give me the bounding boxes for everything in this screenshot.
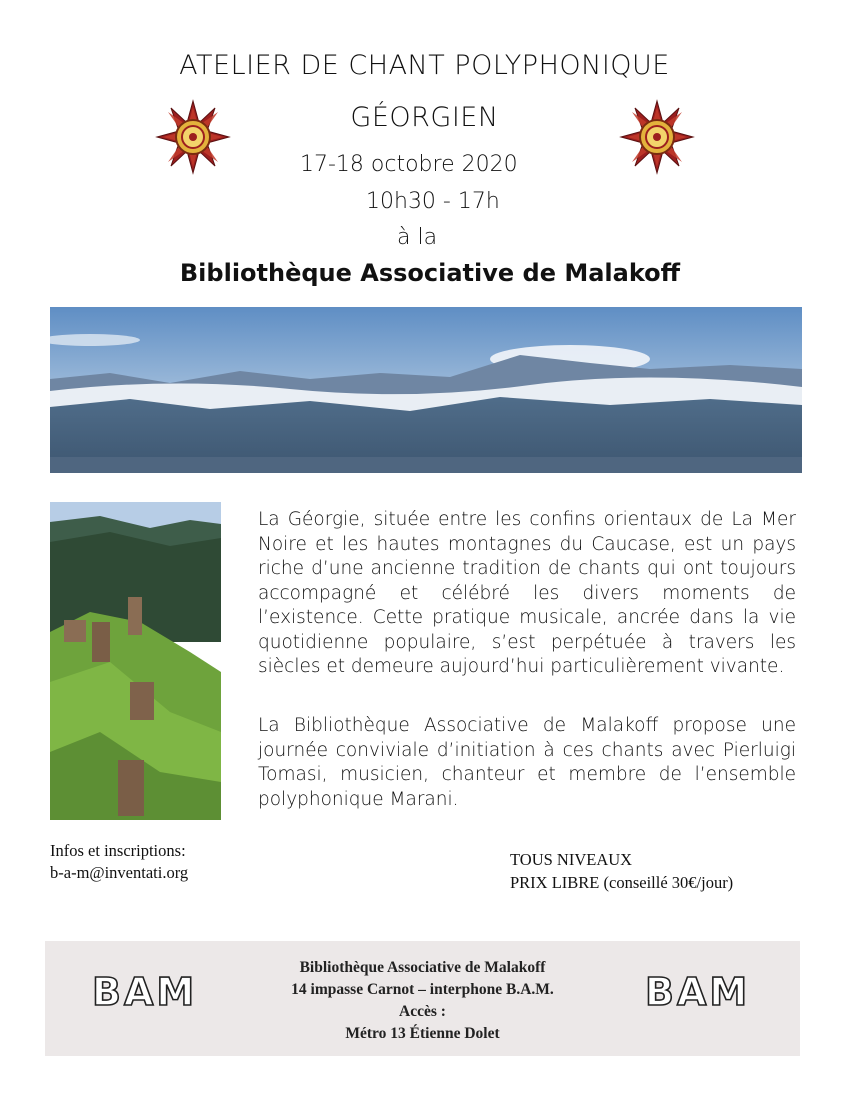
- bam-logo-right: BAM: [645, 970, 751, 1014]
- bam-logo-left: BAM: [92, 970, 198, 1014]
- footer-address: [200, 957, 645, 1045]
- georgian-towers-image: [50, 502, 221, 820]
- workshop-paragraph: La Bibliothèque Associative de Malakoff propose une journée conviviale d’initiation à ces chants avec Pierluigi Tomasi, musicien, chanteur et membre de l’ensemble polyphonique Marani.: [258, 715, 796, 810]
- title-line-2: GÉORGIEN: [350, 102, 499, 133]
- title-line-1: ATELIER DE CHANT POLYPHONIQUE: [179, 50, 670, 81]
- level-label: TOUS NIVEAUX: [510, 850, 633, 869]
- price-label: PRIX LIBRE (conseillé 30€/jour): [510, 873, 734, 892]
- footer-library-name: Bibliothèque Associative de Malakoff: [299, 959, 546, 976]
- footer-street: 14 impasse Carnot – interphone B.A.M.: [291, 981, 554, 998]
- footer-access-label: Accès :: [399, 1003, 446, 1020]
- caucasus-panorama-image: [50, 307, 802, 473]
- venue-name: Bibliothèque Associative de Malakoff: [179, 259, 681, 287]
- intro-paragraph: La Géorgie, située entre les confins orientaux de La Mer Noire et les hautes montagnes du Caucase, est un pays riche d’une ancienne tradition de chants qui ont toujours accompagné et célébré les divers moments de l’existence. Cette pratique musicale, ancrée dans la vie quotidienne populaire, s’est perpétuée à travers les siècles et demeure aujourd’hui particulièrement vivante.: [258, 509, 796, 677]
- contact-email[interactable]: b-a-m@inventati.org: [50, 863, 189, 882]
- event-hours: 10h30 - 17h: [366, 189, 500, 214]
- event-dates: 17-18 octobre 2020: [300, 152, 518, 177]
- footer-metro: Métro 13 Étienne Dolet: [345, 1025, 500, 1042]
- georgian-rosette-icon-left: [155, 99, 231, 175]
- at-the: à la: [397, 225, 438, 250]
- info-label: Infos et inscriptions:: [50, 841, 186, 860]
- georgian-rosette-icon-right: [619, 99, 695, 175]
